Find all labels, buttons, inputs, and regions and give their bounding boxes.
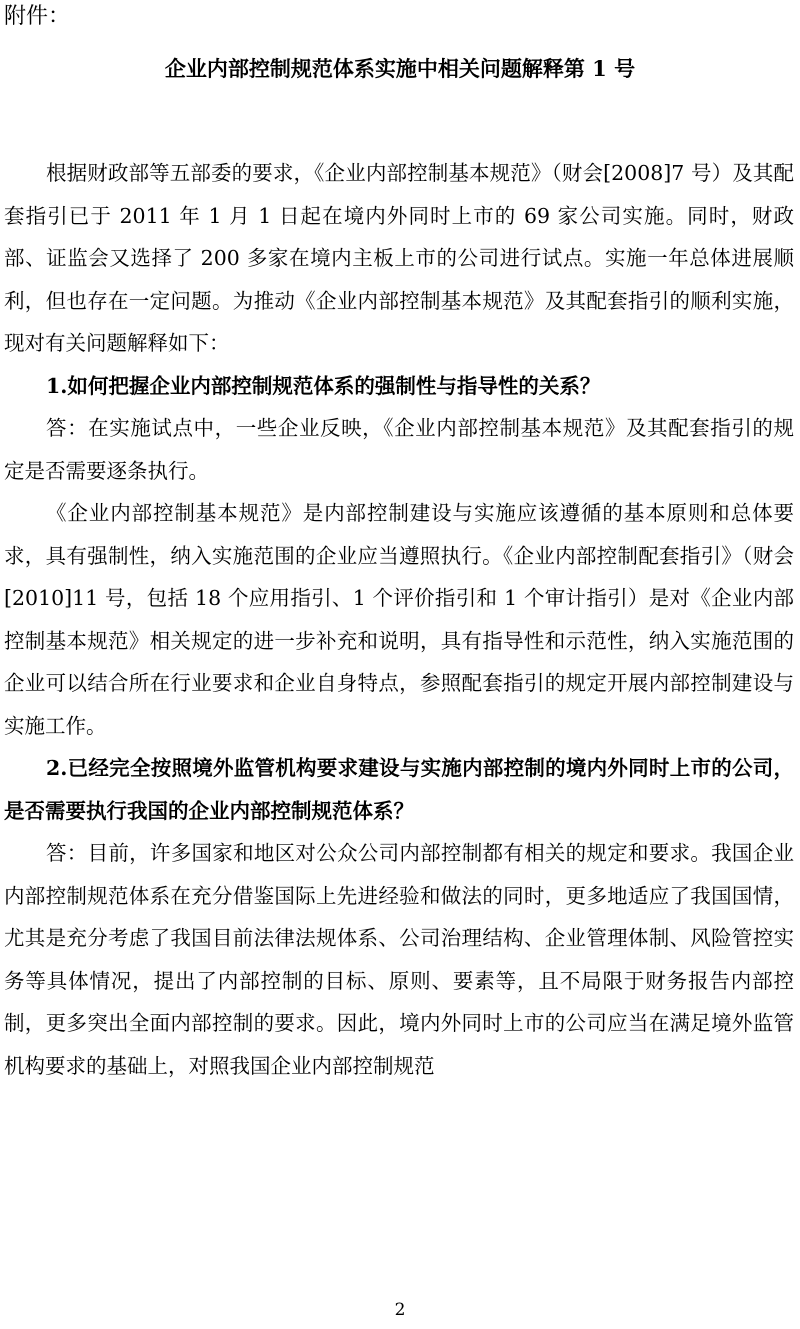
answer-1-paragraph: 答：在实施试点中，一些企业反映，《企业内部控制基本规范》及其配套指引的规定是否需要逐条执行。 bbox=[4, 416, 794, 483]
attachment-label: 附件： bbox=[4, 4, 71, 29]
answer-1-detail-paragraph: 《企业内部控制基本规范》是内部控制建设与实施应该遵循的基本原则和总体要求，具有强制性，纳入实施范围的企业应当遵照执行。《企业内部控制配套指引》（财会[2010]11 号，包括 18 个应用指引、1 个评价指引和 1 个审计指引）是对《企业内部控制基本规范》相关规定的进一步补充和说明，具有指导性和示范性，纳入实施范围的企业可以结合所在行业要求和企业自身特点，参照配套指引的规定开展内部控制建设与实施工作。 bbox=[4, 501, 794, 738]
document-title: 企业内部控制规范体系实施中相关问题解释第 1 号 bbox=[164, 56, 636, 81]
page-number: 2 bbox=[394, 1300, 406, 1320]
answer-2-paragraph: 答：目前，许多国家和地区对公众公司内部控制都有相关的规定和要求。我国企业内部控制规范体系在充分借鉴国际上先进经验和做法的同时，更多地适应了我国国情，尤其是充分考虑了我国目前法律法规体系、公司治理结构、企业管理体制、风险管控实务等具体情况，提出了内部控制的目标、原则、要素等，且不局限于财务报告内部控制，更多突出全面内部控制的要求。因此，境内外同时上市的公司应当在满足境外监管机构要求的基础上，对照我国企业内部控制规范 bbox=[4, 841, 794, 1078]
intro-paragraph: 根据财政部等五部委的要求，《企业内部控制基本规范》（财会[2008]7 号）及其配套指引已于 2011 年 1 月 1 日起在境内外同时上市的 69 家公司实施。同时，财政部、证监会又选择了 200 多家在境内主板上市的公司进行试点。实施一年总体进展顺利，但也存在一定问题。为推动《企业内部控制基本规范》及其配套指引的顺利实施，现对有关问题解释如下： bbox=[4, 161, 794, 355]
question-2-heading: 2.已经完全按照境外监管机构要求建设与实施内部控制的境内外同时上市的公司，是否需要执行我国的企业内部控制规范体系？ bbox=[4, 756, 794, 823]
document-body bbox=[4, 152, 794, 1087]
question-1-heading: 1.如何把握企业内部控制规范体系的强制性与指导性的关系？ bbox=[46, 373, 601, 398]
